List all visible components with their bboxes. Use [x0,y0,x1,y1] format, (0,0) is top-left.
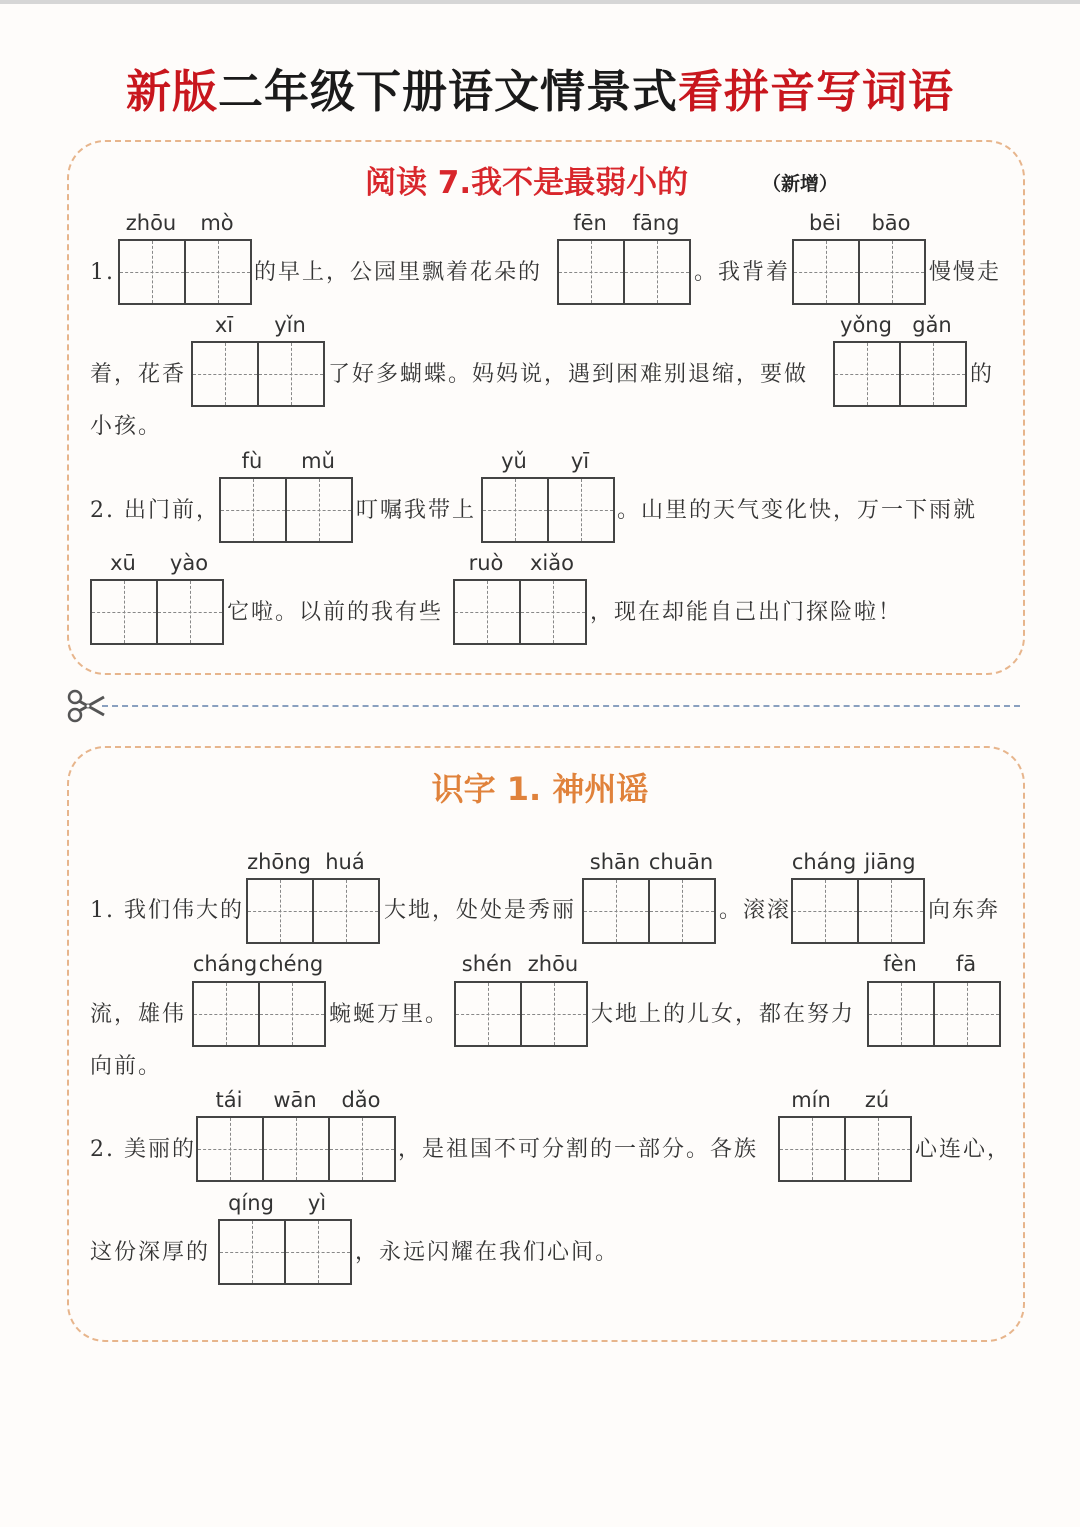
pinyin: chéng [258,952,324,976]
write-cell[interactable] [248,880,314,942]
s1-text: 1. [90,260,115,285]
answer-box[interactable] [246,878,380,944]
write-cell[interactable] [793,880,859,942]
s2-text: 大地，处处是秀丽 [384,898,577,923]
s2-text: 心连心， [915,1137,1012,1162]
s1-text: 的早上，公园里飘着花朵的 [254,260,543,285]
write-cell[interactable] [483,479,549,541]
pinyin: fù [241,449,263,473]
pinyin: bēi [808,211,842,235]
s1-text: 慢慢走 [929,260,1002,285]
s1-text: 的 [970,362,995,387]
s2-text: 向东奔 [928,898,1001,923]
write-cell[interactable] [584,880,650,942]
title-part-1: 新版 [125,65,218,118]
write-cell[interactable] [522,983,586,1045]
pinyin: mǔ [301,449,335,473]
s2-text: 大地上的儿女，都在努力 [591,1002,856,1027]
pinyin: fèn [883,952,917,976]
write-cell[interactable] [455,581,521,643]
pinyin: fā [955,952,977,976]
answer-box[interactable] [791,878,925,944]
title-part-2: 二年级下册语文情景式 [217,65,678,118]
write-cell[interactable] [846,1118,910,1180]
answer-box[interactable] [557,239,691,305]
pinyin: xū [110,551,136,575]
write-cell[interactable] [286,1221,350,1283]
write-cell[interactable] [314,880,378,942]
s2-text: 向前。 [90,1054,163,1079]
pinyin: huá [325,850,365,874]
s2-text: 这份深厚的 [90,1240,211,1265]
write-cell[interactable] [794,241,860,303]
write-cell[interactable] [935,983,999,1045]
answer-box[interactable] [778,1116,912,1182]
answer-box[interactable] [792,239,926,305]
write-cell[interactable] [330,1118,394,1180]
answer-box[interactable] [218,1219,352,1285]
pinyin: zú [864,1088,890,1112]
write-cell[interactable] [158,581,222,643]
write-cell[interactable] [521,581,585,643]
s1-text: 小孩。 [90,414,163,439]
write-cell[interactable] [221,479,287,541]
s1-text: 2. 出门前， [90,498,220,523]
cut-line [102,705,1020,707]
answer-box[interactable] [453,579,587,645]
pinyin: yī [570,449,590,473]
write-cell[interactable] [835,343,901,405]
s2-text: 2. 美丽的 [90,1137,196,1162]
write-cell[interactable] [869,983,935,1045]
pinyin: yǔ [501,449,527,473]
s1-text: ，现在却能自己出门探险啦！ [590,600,903,625]
section-1-title: 阅读 7.我不是最弱小的 [365,165,689,201]
s2-text: 蜿蜒万里。 [329,1002,450,1027]
section-2-title: 识字 1. 神州谣 [431,770,649,808]
write-cell[interactable] [92,581,158,643]
write-cell[interactable] [859,880,923,942]
pinyin: xiǎo [530,551,574,575]
title-part-3: 看拼音写词语 [678,65,955,118]
write-cell[interactable] [194,983,260,1045]
write-cell[interactable] [559,241,625,303]
write-cell[interactable] [287,479,351,541]
pinyin: ruò [468,551,504,575]
s2-text: 流，雄伟 [90,1002,187,1027]
s2-text: ，永远闪耀在我们心间。 [355,1240,620,1265]
answer-box[interactable] [454,981,588,1047]
answer-box[interactable] [196,1116,396,1182]
write-cell[interactable] [901,343,965,405]
s1-text: 。我背着 [694,260,791,285]
write-cell[interactable] [780,1118,846,1180]
s1-text: 叮嘱我带上 [356,498,477,523]
scissors-icon [66,688,106,724]
page-title [0,62,1080,122]
pinyin: cháng [791,850,857,874]
pinyin: cháng [192,952,258,976]
s1-text: 了好多蝴蝶。妈妈说，遇到困难别退缩，要做 [328,362,809,387]
write-cell[interactable] [264,1118,330,1180]
answer-box[interactable] [833,341,967,407]
write-cell[interactable] [193,343,259,405]
pinyin: shān [589,850,641,874]
pinyin: chuān [648,850,714,874]
pinyin: yǐn [274,313,306,337]
pinyin: fēn [573,211,607,235]
s1-text: 它啦。以前的我有些 [227,600,444,625]
pinyin: yào [169,551,209,575]
pinyin: zhōu [125,211,177,235]
pinyin: bāo [871,211,911,235]
write-cell[interactable] [220,1221,286,1283]
write-cell[interactable] [260,983,324,1045]
write-cell[interactable] [456,983,522,1045]
pinyin: tái [215,1088,243,1112]
write-cell[interactable] [198,1118,264,1180]
s2-text: 1. 我们伟大的 [90,898,244,923]
s2-text: 。滚滚 [719,898,792,923]
answer-box[interactable] [90,579,224,645]
write-cell[interactable] [549,479,613,541]
answer-box[interactable] [219,477,353,543]
s2-text: ，是祖国不可分割的一部分。各族 [398,1137,759,1162]
pinyin: yì [307,1191,327,1215]
pinyin: yǒng [840,313,892,337]
top-border [0,0,1080,4]
section-1-note: （新增） [762,173,839,195]
answer-box[interactable] [118,239,252,305]
pinyin: xī [214,313,234,337]
write-cell[interactable] [259,343,323,405]
write-cell[interactable] [186,241,250,303]
answer-box[interactable] [191,341,325,407]
pinyin: wān [273,1088,317,1112]
pinyin: mín [791,1088,831,1112]
pinyin: shén [461,952,513,976]
pinyin: zhōng [247,850,311,874]
write-cell[interactable] [120,241,186,303]
write-cell[interactable] [650,880,714,942]
pinyin: jiāng [864,850,916,874]
s1-text: 着，花香 [90,362,187,387]
write-cell[interactable] [860,241,924,303]
answer-box[interactable] [192,981,326,1047]
pinyin: qíng [228,1191,274,1215]
pinyin: dǎo [341,1088,381,1112]
answer-box[interactable] [481,477,615,543]
answer-box[interactable] [582,878,716,944]
pinyin: gǎn [912,313,952,337]
answer-box[interactable] [867,981,1001,1047]
pinyin: mò [200,211,234,235]
pinyin: fāng [632,211,680,235]
write-cell[interactable] [625,241,689,303]
s1-text: 。山里的天气变化快，万一下雨就 [617,498,978,523]
pinyin: zhōu [527,952,579,976]
